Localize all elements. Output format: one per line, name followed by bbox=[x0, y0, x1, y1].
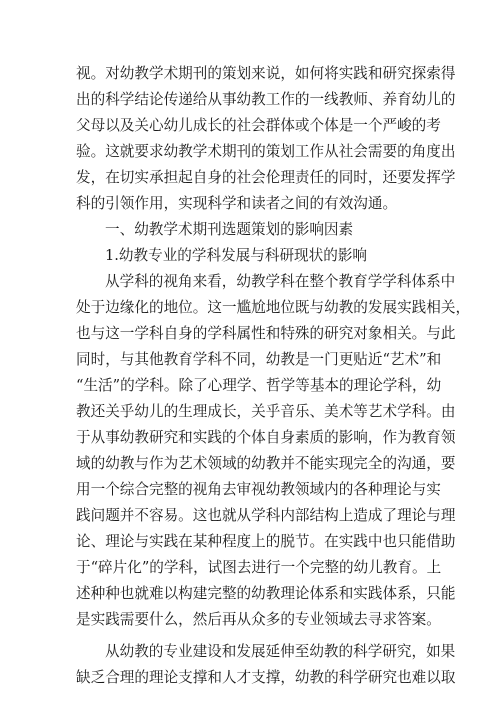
paragraph-line: 缺乏合理的理论支撑和人才支撑，幼教的科学研究也难以取 bbox=[76, 669, 456, 686]
paragraph-line: 同时，与其他教育学科不同，幼教是一门更贴近“艺术”和 bbox=[76, 351, 442, 368]
paragraph-line: “生活”的学科。除了心理学、哲学等基本的理论学科，幼 bbox=[76, 377, 442, 394]
paragraph-line: 出的科学结论传递给从事幼教工作的一线教师、养育幼儿的 bbox=[76, 91, 456, 108]
paragraph-line: 践问题并不容易。这也就从学科内部结构上造成了理论与理 bbox=[76, 507, 456, 524]
paragraph-line: 是实践需要什么，然后再从众多的专业领域去寻求答案。 bbox=[76, 611, 441, 628]
paragraph-line: 处于边缘化的地位。这一尴尬地位既与幼教的发展实践相关， bbox=[76, 299, 471, 316]
paragraph-line: 于从事幼教研究和实践的个体自身素质的影响，作为教育领 bbox=[76, 429, 456, 446]
paragraph-line: 发，在切实承担起自身的社会伦理责任的同时，还要发挥学 bbox=[76, 169, 456, 186]
paragraph-line: 于“碎片化”的学科，试图去进行一个完整的幼儿教育。上 bbox=[76, 559, 442, 576]
paragraph-line: 从学科的视角来看，幼教学科在整个教育学学科体系中 bbox=[105, 273, 456, 290]
paragraph-line: 从幼教的专业建设和发展延伸至幼教的科学研究，如果 bbox=[105, 643, 456, 660]
paragraph-line: 述种种也就难以构建完整的幼教理论体系和实践体系，只能 bbox=[76, 585, 456, 602]
paragraph-line: 父母以及关心幼儿成长的社会群体或个体是一个严峻的考 bbox=[76, 117, 441, 134]
paragraph-line: 也与这一学科自身的学科属性和特殊的研究对象相关。与此 bbox=[76, 325, 456, 342]
paragraph-line: 验。这就要求幼教学术期刊的策划工作从社会需要的角度出 bbox=[76, 143, 456, 160]
paragraph-line: 论、理论与实践在某种程度上的脱节。在实践中也只能借助 bbox=[76, 533, 456, 550]
subsection-heading: 1.幼教专业的学科发展与科研现状的影响 bbox=[105, 247, 368, 264]
paragraph-line: 教还关乎幼儿的生理成长，关乎音乐、美术等艺术学科。由 bbox=[76, 403, 456, 420]
paragraph-line: 用一个综合完整的视角去审视幼教领域内的各种理论与实 bbox=[76, 481, 441, 498]
section-heading: 一、幼教学术期刊选题策划的影响因素 bbox=[105, 221, 354, 238]
paragraph-line: 科的引领作用，实现科学和读者之间的有效沟通。 bbox=[76, 195, 398, 212]
paragraph-line: 视。对幼教学术期刊的策划来说，如何将实践和研究探索得 bbox=[76, 65, 456, 82]
paragraph-line: 域的幼教与作为艺术领域的幼教并不能实现完全的沟通，要 bbox=[76, 455, 456, 472]
